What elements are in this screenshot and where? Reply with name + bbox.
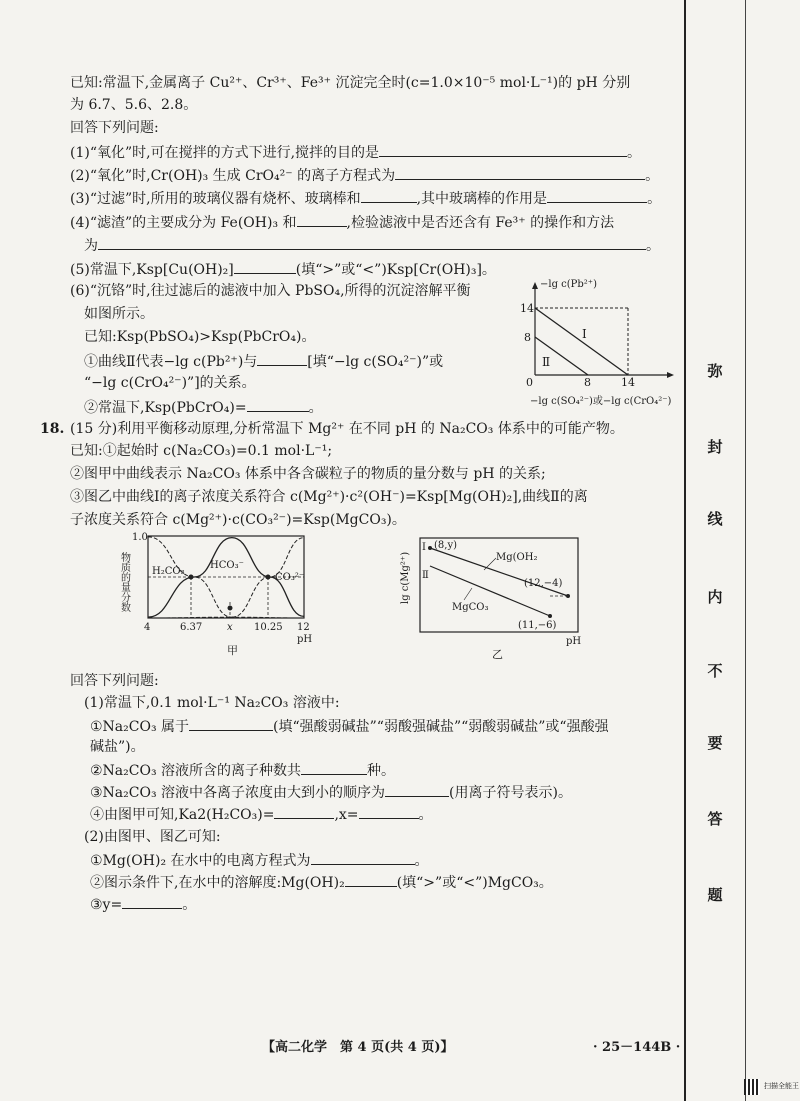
yi-curve-II [430,566,550,616]
answer-prompt: 回答下列问题: [70,120,159,136]
answer-blank[interactable] [122,894,182,909]
jia-title: 甲 [227,644,238,657]
q18-1-4 [90,804,433,824]
q18-1-4-c: 。 [418,807,433,823]
answer-blank[interactable] [257,351,307,366]
yi-point-12 [566,594,570,598]
q18-answer-prompt: 回答下列问题: [70,673,159,689]
y-tick-14: 14 [520,302,534,315]
sidebar-char: 要 [707,734,723,752]
q17-4 [70,212,614,232]
q18-2-2-b: (填“>”或“<”)MgCO₃。 [396,875,553,891]
x-tick-14: 14 [621,376,635,389]
q18-2-3-b: 。 [182,897,197,913]
answer-blank[interactable] [395,165,645,180]
jia-xtick-x: x [227,622,233,633]
q17-5-text-b: (填“>”或“<”)Ksp[Cr(OH)₃]。 [295,262,496,278]
q17-6-sub2-a: ②常温下,Ksp(PbCrO₄)= [84,400,247,416]
binding-line-outer [745,0,746,1101]
footer-code: · 25－144B · [593,1040,681,1055]
q18-known-3: ③图乙中曲线Ⅰ的离子浓度关系符合 c(Mg²⁺)·c²(OH⁻)=Ksp[Mg(OH)₂],曲线Ⅱ的离 [70,489,588,505]
q17-6-line2: 如图所示。 [84,306,154,322]
jia-label-co3: CO₃²⁻ [275,572,305,583]
jia-label-hco3: HCO₃⁻ [210,560,244,571]
q18-2-3 [90,894,196,914]
y-axis-label: −lg c(Pb²⁺) [540,279,597,290]
q18-1-1-a: ①Na₂CO₃ 属于 [90,719,190,735]
q18-stem: (15 分)利用平衡移动原理,分析常温下 Mg²⁺ 在不同 pH 的 Na₂CO₃ 体系中的可能产物。 [70,421,624,437]
answer-blank[interactable] [98,235,646,250]
y-tick-8: 8 [524,331,531,344]
answer-blank[interactable] [301,760,367,775]
q18-2: (2)由图甲、图乙可知: [84,829,221,845]
sidebar-char: 弥 [707,362,723,380]
q17-4-text-c: 为 [84,238,98,254]
q18-1-2 [90,760,395,780]
q18-1-4-a: ④由图甲可知,Ka2(H₂CO₃)= [90,807,275,823]
q17-4-text-b: ,检验滤液中是否还含有 Fe³⁺ 的操作和方法 [346,215,615,231]
x-tick-8: 8 [584,376,591,389]
q18-known-3-cont: 子浓度关系符合 c(Mg²⁺)·c(CO₃²⁻)=Ksp(MgCO₃)。 [70,512,406,528]
answer-blank[interactable] [345,872,397,887]
yi-annot-8y: (8,y) [434,540,457,551]
q17-6-known: 已知:Ksp(PbSO₄)>Ksp(PbCrO₄)。 [84,329,316,345]
q17-6-sub1-cont: “−lg c(CrO₄²⁻)”]的关系。 [84,375,256,391]
q18-2-1-a: ①Mg(OH)₂ 在水中的电离方程式为 [90,853,311,869]
jia-label-h2co3: H₂CO₃ [152,566,185,577]
sidebar-char: 题 [707,886,723,904]
answer-blank[interactable] [297,212,347,227]
q17-1: (1)“氧化”时,可在搅拌的方式下进行,搅拌的目的是 。 [70,142,641,162]
yi-label-mgoh2: Mg(OH₂ [496,552,538,563]
jia-ytick-1: 1.0 [132,532,148,543]
q18-2-2-a: ②图示条件下,在水中的溶解度:Mg(OH)₂ [90,875,345,891]
footer-page-info: 【高二化学 第 4 页(共 4 页)】 [262,1040,454,1055]
answer-blank[interactable] [189,716,273,731]
q17-6-sub1 [84,351,443,371]
answer-blank[interactable] [311,850,415,865]
q17-3-text-a: (3)“过滤”时,所用的玻璃仪器有烧杯、玻璃棒和 [70,191,361,207]
q18-known-2: ②图甲中曲线表示 Na₂CO₃ 体系中各含碳粒子的物质的量分数与 pH 的关系; [70,466,546,482]
q18-1: (1)常温下,0.1 mol·L⁻¹ Na₂CO₃ 溶液中: [84,695,340,711]
answer-blank[interactable] [234,259,296,274]
yi-xlabel: pH [566,636,582,647]
known-conditions-line2: 为 6.7、5.6、2.8。 [70,97,198,113]
yi-pointer-1 [484,558,496,570]
sidebar-char: 内 [707,588,723,606]
curve-I-label: Ⅰ [582,327,587,341]
q18-2-3-a: ③y= [90,897,123,913]
chart-jia [112,530,322,658]
jia-point-1025 [266,575,271,580]
q17-3: (3)“过滤”时,所用的玻璃仪器有烧杯、玻璃棒和 ,其中玻璃棒的作用是 。 [70,188,661,208]
q17-4-text-a: (4)“滤渣”的主要成分为 Fe(OH)₃ 和 [70,215,297,231]
q17-6-sub1-b: [填“−lg c(SO₄²⁻)”或 [307,354,444,370]
q17-3-text-b: ,其中玻璃棒的作用是 [416,191,548,207]
answer-blank[interactable] [379,142,627,157]
known-conditions-line: 已知:常温下,金属离子 Cu²⁺、Cr³⁺、Fe³⁺ 沉淀完全时(c=1.0×10⁻⁵ mol·L⁻¹)的 pH 分别 [70,75,631,91]
q18-1-2-a: ②Na₂CO₃ 溶液所含的离子种数共 [90,763,302,779]
q17-1-text: (1)“氧化”时,可在搅拌的方式下进行,搅拌的目的是 [70,145,380,161]
yi-curve-I-label: Ⅰ [422,542,426,553]
q18-1-1-b: (填“强酸弱碱盐”“弱酸强碱盐”“弱酸弱碱盐”或“强酸强 [273,719,609,735]
jia-point-x [228,606,233,611]
yi-title: 乙 [492,648,503,661]
q17-4-cont: 为 。 [84,235,660,255]
q18-1-1-cont: 碱盐”)。 [90,739,145,755]
answer-blank[interactable] [361,188,417,203]
scanner-watermark: 扫描全能王 [764,1082,799,1090]
y-axis-arrow [532,282,538,289]
sidebar-char: 不 [707,662,723,680]
answer-blank[interactable] [385,782,449,797]
sidebar-char: 线 [707,510,723,528]
chart-yi [400,534,600,662]
q17-5-text-a: (5)常温下,Ksp[Cu(OH)₂] [70,262,234,278]
pb-equilibrium-chart [520,276,688,414]
answer-blank[interactable] [247,397,309,412]
jia-xtick-4: 4 [144,622,151,633]
yi-ylabel: lg c(Mg²⁺) [400,551,411,604]
jia-xtick-1025: 10.25 [254,622,283,633]
curve-II-label: Ⅱ [542,355,551,369]
q18-1-2-b: 种。 [367,763,396,779]
binding-line [684,0,686,1101]
jia-xlabel: pH [297,634,313,645]
jia-point-637 [189,575,194,580]
x-axis-label: −lg c(SO₄²⁻)或−lg c(CrO₄²⁻) [530,396,672,407]
q18-2-1-b: 。 [414,853,429,869]
qr-code-icon [744,1079,760,1095]
q18-1-3-b: (用离子符号表示)。 [449,785,572,801]
answer-blank[interactable] [547,188,647,203]
jia-ylabel: 物质的量分数 [118,552,130,612]
q17-5 [70,259,496,279]
yi-point-8y [428,546,432,550]
yi-annot-11: (11,−6) [518,620,557,631]
yi-curve-II-label: Ⅱ [422,570,429,581]
q18-1-1 [90,716,609,736]
q18-2-1 [90,850,429,870]
answer-blank[interactable] [359,804,419,819]
q18-number: 18. [40,421,65,437]
q18-known-1: 已知:①起始时 c(Na₂CO₃)=0.1 mol·L⁻¹; [70,443,333,459]
sidebar-char: 答 [707,810,723,828]
jia-xtick-637: 6.37 [180,622,203,633]
x-tick-0: 0 [526,376,533,389]
q18-1-3-a: ③Na₂CO₃ 溶液中各离子浓度由大到小的顺序为 [90,785,386,801]
q18-1-3 [90,782,572,802]
q18-1-4-b: ,x= [334,807,359,823]
yi-annot-12: (12,−4) [524,578,563,589]
yi-label-mgco3: MgCO₃ [452,602,489,613]
jia-xtick-12: 12 [297,622,310,633]
x-axis-arrow [667,372,674,378]
yi-point-11 [548,614,552,618]
q18-2-2 [90,872,553,892]
q17-2-text: (2)“氧化”时,Cr(OH)₃ 生成 CrO₄²⁻ 的离子方程式为 [70,168,396,184]
sidebar-char: 封 [707,438,723,456]
q17-6-sub2 [84,397,323,417]
answer-blank[interactable] [274,804,334,819]
q17-2: (2)“氧化”时,Cr(OH)₃ 生成 CrO₄²⁻ 的离子方程式为 。 [70,165,659,185]
q17-6: (6)“沉铬”时,往过滤后的滤液中加入 PbSO₄,所得的沉淀溶解平衡 [70,283,471,299]
q17-6-sub2-b: 。 [308,400,323,416]
yi-pointer-2 [464,588,472,600]
q17-6-sub1-a: ①曲线Ⅱ代表−lg c(Pb²⁺)与 [84,354,258,370]
